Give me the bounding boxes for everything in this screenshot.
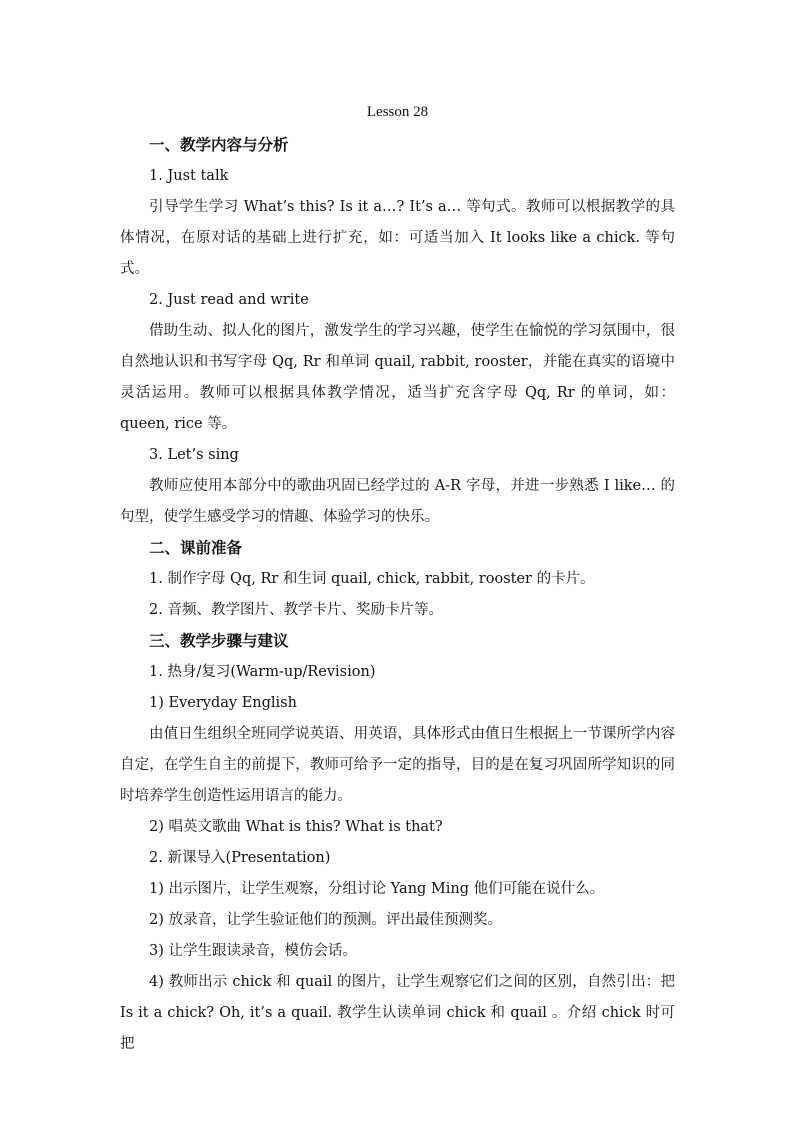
paragraph-chick-quail: 4) 教师出示 chick 和 quail 的图片，让学生观察它们之间的区别，自然引出：把 Is it a chick? Oh, it’s a quail. 教学生认读单词 chick 和 quail 。介绍 chick 时可把 (120, 974, 675, 1052)
list-item-repeat-recording: 3) 让学生跟读录音，模仿会话。 (149, 943, 357, 959)
section-heading-preparation: 二、课前准备 (149, 539, 243, 557)
list-item-cards: 1. 制作字母 Qq, Rr 和生词 quail, chick, rabbit, rooster 的卡片。 (149, 571, 595, 587)
subheading-lets-sing: 3. Let’s sing (149, 447, 239, 463)
subheading-read-write: 2. Just read and write (149, 292, 309, 308)
paragraph-everyday-english: 由值日生组织全班同学说英语、用英语，具体形式由值日生根据上一节课所学内容自定，在学生自主的前提下，教师可给予一定的指导，目的是在复习巩固所学知识的同时培养学生创造性运用语言的能力。 (120, 726, 675, 804)
document-content (120, 100, 675, 1060)
list-item-materials: 2. 音频、教学图片、教学卡片、奖励卡片等。 (149, 602, 443, 618)
subheading-presentation: 2. 新课导入(Presentation) (149, 850, 331, 866)
section-heading-content-analysis: 一、教学内容与分析 (149, 136, 289, 154)
list-item-play-recording: 2) 放录音，让学生验证他们的预测。评出最佳预测奖。 (149, 912, 502, 928)
section-heading-steps: 三、教学步骤与建议 (149, 632, 289, 650)
subheading-warmup: 1. 热身/复习(Warm-up/Revision) (149, 664, 376, 680)
paragraph-just-talk: 引导学生学习 What’s this? Is it a…? It’s a… 等句式。教师可以根据教学的具体情况，在原对话的基础上进行扩充，如：可适当加入 It looks like a chick. 等句式。 (120, 199, 675, 277)
subheading-everyday-english: 1) Everyday English (149, 695, 297, 711)
list-item-sing-song: 2) 唱英文歌曲 What is this? What is that? (149, 819, 443, 835)
subheading-just-talk: 1. Just talk (149, 168, 229, 184)
paragraph-lets-sing: 教师应使用本部分中的歌曲巩固已经学过的 A-R 字母，并进一步熟悉 I like… 的句型，使学生感受学习的情趣、体验学习的快乐。 (120, 478, 675, 525)
list-item-show-pictures: 1) 出示图片，让学生观察，分组讨论 Yang Ming 他们可能在说什么。 (149, 881, 605, 897)
lesson-title: Lesson 28 (366, 104, 429, 120)
paragraph-read-write: 借助生动、拟人化的图片，激发学生的学习兴趣，使学生在愉悦的学习氛围中，很自然地认识和书写字母 Qq, Rr 和单词 quail, rabbit, rooster，并能在真实的语境中灵活运用。教师可以根据具体教学情况，适当扩充含字母 Qq, Rr 的单词，如：queen, rice 等。 (120, 323, 675, 432)
